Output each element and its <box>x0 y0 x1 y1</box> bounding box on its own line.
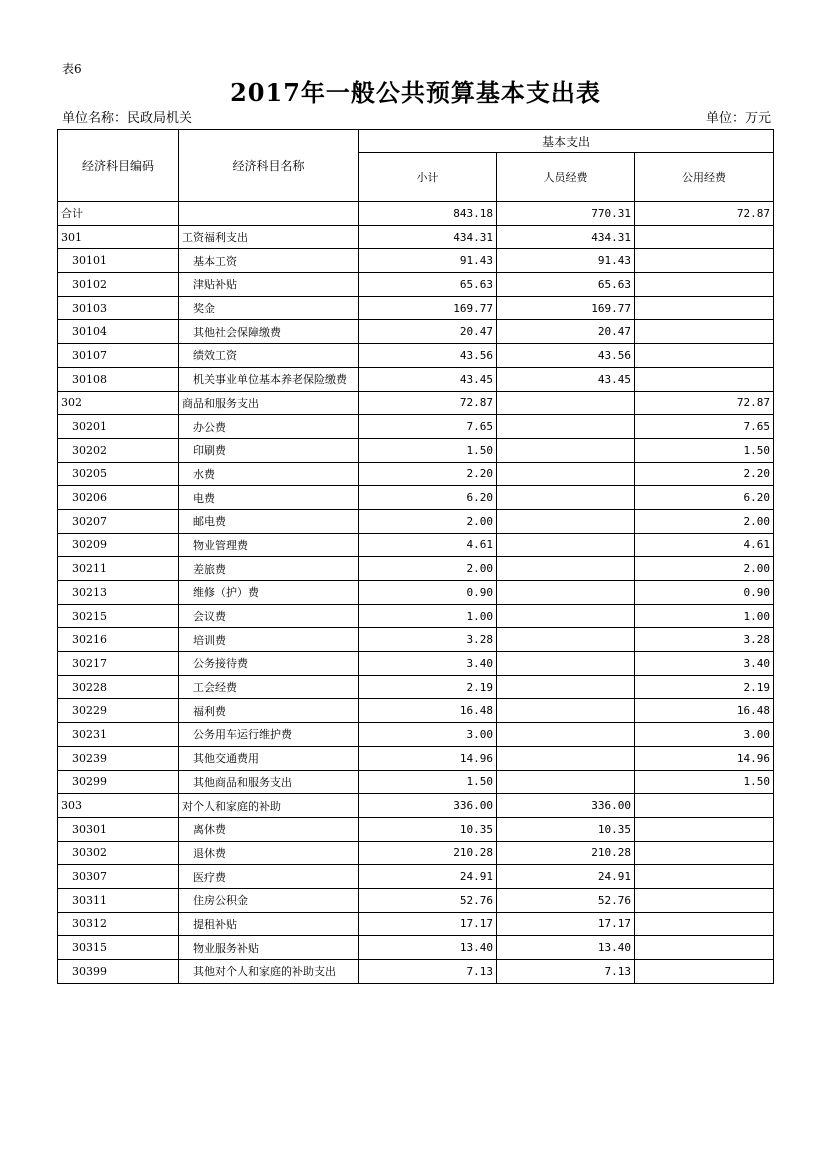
cell-code: 30213 <box>58 581 179 605</box>
cell-name: 其他商品和服务支出 <box>179 770 359 794</box>
table-row <box>58 438 774 462</box>
budget-table <box>57 129 774 984</box>
currency-unit: 单位：万元 <box>705 111 771 126</box>
cell-personnel <box>497 770 635 794</box>
cell-public: 2.20 <box>635 462 774 486</box>
cell-personnel <box>497 581 635 605</box>
table-row <box>58 415 774 439</box>
cell-subtotal: 7.13 <box>359 960 497 984</box>
table-row <box>58 817 774 841</box>
cell-subtotal: 17.17 <box>359 912 497 936</box>
cell-personnel: 20.47 <box>497 320 635 344</box>
cell-public: 7.65 <box>635 415 774 439</box>
table-row <box>58 581 774 605</box>
cell-public <box>635 367 774 391</box>
table-row <box>58 652 774 676</box>
cell-code: 30229 <box>58 699 179 723</box>
column-header-name: 经济科目名称 <box>179 130 359 202</box>
cell-personnel <box>497 652 635 676</box>
cell-personnel <box>497 746 635 770</box>
table-row <box>58 865 774 889</box>
cell-public: 1.00 <box>635 604 774 628</box>
cell-name: 其他社会保障缴费 <box>179 320 359 344</box>
cell-code: 30231 <box>58 723 179 747</box>
cell-code: 30211 <box>58 557 179 581</box>
cell-personnel <box>497 557 635 581</box>
cell-subtotal: 72.87 <box>359 391 497 415</box>
cell-personnel <box>497 438 635 462</box>
cell-code: 30315 <box>58 936 179 960</box>
cell-public: 0.90 <box>635 581 774 605</box>
cell-subtotal: 3.40 <box>359 652 497 676</box>
table-row <box>58 912 774 936</box>
cell-subtotal: 14.96 <box>359 746 497 770</box>
cell-code: 30216 <box>58 628 179 652</box>
cell-code: 30302 <box>58 841 179 865</box>
cell-public: 3.28 <box>635 628 774 652</box>
table-number: 表6 <box>62 62 82 76</box>
cell-personnel: 17.17 <box>497 912 635 936</box>
cell-code: 30239 <box>58 746 179 770</box>
cell-public: 1.50 <box>635 438 774 462</box>
table-row <box>58 273 774 297</box>
cell-code: 303 <box>58 794 179 818</box>
cell-public: 4.61 <box>635 533 774 557</box>
cell-name: 其他交通费用 <box>179 746 359 770</box>
cell-code: 30312 <box>58 912 179 936</box>
cell-code: 30104 <box>58 320 179 344</box>
cell-public: 1.50 <box>635 770 774 794</box>
cell-subtotal: 210.28 <box>359 841 497 865</box>
header-row-top <box>58 130 774 153</box>
cell-code: 301 <box>58 225 179 249</box>
cell-subtotal: 10.35 <box>359 817 497 841</box>
cell-public <box>635 225 774 249</box>
column-header-subtotal: 小计 <box>359 153 497 202</box>
cell-name <box>179 202 359 226</box>
cell-public: 3.00 <box>635 723 774 747</box>
cell-public <box>635 817 774 841</box>
cell-personnel <box>497 415 635 439</box>
cell-personnel <box>497 462 635 486</box>
cell-name: 办公费 <box>179 415 359 439</box>
table-row <box>58 296 774 320</box>
cell-subtotal: 52.76 <box>359 888 497 912</box>
table-row <box>58 936 774 960</box>
table-row <box>58 723 774 747</box>
cell-public <box>635 865 774 889</box>
table-row <box>58 888 774 912</box>
column-header-basic-expenditure: 基本支出 <box>359 130 774 153</box>
table-row <box>58 533 774 557</box>
cell-subtotal: 843.18 <box>359 202 497 226</box>
cell-public: 16.48 <box>635 699 774 723</box>
cell-name: 邮电费 <box>179 509 359 533</box>
table-row <box>58 462 774 486</box>
cell-public <box>635 794 774 818</box>
cell-code: 30102 <box>58 273 179 297</box>
cell-personnel: 13.40 <box>497 936 635 960</box>
cell-personnel: 10.35 <box>497 817 635 841</box>
cell-name: 公务用车运行维护费 <box>179 723 359 747</box>
cell-personnel: 336.00 <box>497 794 635 818</box>
column-header-personnel: 人员经费 <box>497 153 635 202</box>
cell-code: 30101 <box>58 249 179 273</box>
table-row <box>58 486 774 510</box>
cell-code: 30311 <box>58 888 179 912</box>
cell-personnel: 210.28 <box>497 841 635 865</box>
cell-name: 物业管理费 <box>179 533 359 557</box>
cell-personnel: 52.76 <box>497 888 635 912</box>
cell-name: 会议费 <box>179 604 359 628</box>
cell-public <box>635 320 774 344</box>
cell-subtotal: 1.50 <box>359 438 497 462</box>
cell-code: 30108 <box>58 367 179 391</box>
cell-public <box>635 344 774 368</box>
cell-personnel: 65.63 <box>497 273 635 297</box>
cell-public <box>635 912 774 936</box>
cell-subtotal: 7.65 <box>359 415 497 439</box>
cell-subtotal: 3.28 <box>359 628 497 652</box>
table-row <box>58 202 774 226</box>
cell-name: 奖金 <box>179 296 359 320</box>
table-row <box>58 367 774 391</box>
cell-personnel <box>497 509 635 533</box>
cell-personnel <box>497 486 635 510</box>
cell-name: 绩效工资 <box>179 344 359 368</box>
cell-name: 医疗费 <box>179 865 359 889</box>
cell-public <box>635 888 774 912</box>
unit-name: 单位名称：民政局机关 <box>62 111 193 126</box>
cell-personnel <box>497 699 635 723</box>
cell-personnel <box>497 723 635 747</box>
cell-public: 2.19 <box>635 675 774 699</box>
cell-public <box>635 296 774 320</box>
cell-personnel: 434.31 <box>497 225 635 249</box>
cell-name: 工资福利支出 <box>179 225 359 249</box>
cell-subtotal: 4.61 <box>359 533 497 557</box>
table-row <box>58 391 774 415</box>
cell-code: 30217 <box>58 652 179 676</box>
cell-name: 商品和服务支出 <box>179 391 359 415</box>
cell-code: 30215 <box>58 604 179 628</box>
cell-name: 公务接待费 <box>179 652 359 676</box>
table-row <box>58 794 774 818</box>
cell-subtotal: 43.56 <box>359 344 497 368</box>
cell-public: 72.87 <box>635 202 774 226</box>
cell-personnel <box>497 628 635 652</box>
cell-personnel: 43.45 <box>497 367 635 391</box>
column-header-code: 经济科目编码 <box>58 130 179 202</box>
cell-subtotal: 2.20 <box>359 462 497 486</box>
cell-name: 培训费 <box>179 628 359 652</box>
cell-name: 差旅费 <box>179 557 359 581</box>
table-row <box>58 628 774 652</box>
cell-code: 30307 <box>58 865 179 889</box>
cell-subtotal: 43.45 <box>359 367 497 391</box>
cell-name: 福利费 <box>179 699 359 723</box>
cell-subtotal: 2.00 <box>359 509 497 533</box>
cell-name: 维修（护）费 <box>179 581 359 605</box>
table-row <box>58 675 774 699</box>
cell-name: 住房公积金 <box>179 888 359 912</box>
cell-personnel <box>497 604 635 628</box>
cell-code: 30205 <box>58 462 179 486</box>
cell-public: 3.40 <box>635 652 774 676</box>
table-row <box>58 960 774 984</box>
cell-code: 30301 <box>58 817 179 841</box>
cell-code: 30299 <box>58 770 179 794</box>
cell-personnel: 7.13 <box>497 960 635 984</box>
cell-subtotal: 24.91 <box>359 865 497 889</box>
table-row <box>58 841 774 865</box>
table-row <box>58 699 774 723</box>
table-row <box>58 249 774 273</box>
cell-public: 2.00 <box>635 557 774 581</box>
cell-personnel: 91.43 <box>497 249 635 273</box>
cell-name: 机关事业单位基本养老保险缴费 <box>179 367 359 391</box>
cell-public <box>635 936 774 960</box>
cell-name: 水费 <box>179 462 359 486</box>
cell-subtotal: 13.40 <box>359 936 497 960</box>
cell-public <box>635 273 774 297</box>
column-header-public: 公用经费 <box>635 153 774 202</box>
table-row <box>58 344 774 368</box>
cell-personnel <box>497 533 635 557</box>
cell-code: 30228 <box>58 675 179 699</box>
cell-subtotal: 1.00 <box>359 604 497 628</box>
cell-subtotal: 1.50 <box>359 770 497 794</box>
cell-public <box>635 960 774 984</box>
table-row <box>58 225 774 249</box>
cell-personnel: 24.91 <box>497 865 635 889</box>
table-row <box>58 746 774 770</box>
cell-personnel <box>497 391 635 415</box>
cell-code: 30209 <box>58 533 179 557</box>
cell-subtotal: 434.31 <box>359 225 497 249</box>
table-row <box>58 509 774 533</box>
cell-subtotal: 336.00 <box>359 794 497 818</box>
cell-subtotal: 6.20 <box>359 486 497 510</box>
page-title: 2017年一般公共预算基本支出表 <box>230 78 601 107</box>
cell-subtotal: 3.00 <box>359 723 497 747</box>
cell-subtotal: 169.77 <box>359 296 497 320</box>
table-row <box>58 770 774 794</box>
cell-public: 6.20 <box>635 486 774 510</box>
table-row <box>58 557 774 581</box>
cell-public <box>635 841 774 865</box>
cell-name: 对个人和家庭的补助 <box>179 794 359 818</box>
cell-code: 30103 <box>58 296 179 320</box>
cell-subtotal: 0.90 <box>359 581 497 605</box>
cell-personnel <box>497 675 635 699</box>
cell-name: 提租补贴 <box>179 912 359 936</box>
cell-name: 物业服务补贴 <box>179 936 359 960</box>
cell-subtotal: 91.43 <box>359 249 497 273</box>
cell-public: 14.96 <box>635 746 774 770</box>
cell-code: 30206 <box>58 486 179 510</box>
cell-public: 2.00 <box>635 509 774 533</box>
cell-code: 合计 <box>58 202 179 226</box>
cell-personnel: 770.31 <box>497 202 635 226</box>
cell-code: 30107 <box>58 344 179 368</box>
table-row <box>58 320 774 344</box>
cell-name: 津贴补贴 <box>179 273 359 297</box>
cell-public: 72.87 <box>635 391 774 415</box>
cell-name: 其他对个人和家庭的补助支出 <box>179 960 359 984</box>
cell-code: 30202 <box>58 438 179 462</box>
cell-subtotal: 20.47 <box>359 320 497 344</box>
cell-subtotal: 16.48 <box>359 699 497 723</box>
cell-name: 电费 <box>179 486 359 510</box>
cell-code: 302 <box>58 391 179 415</box>
cell-subtotal: 2.00 <box>359 557 497 581</box>
cell-name: 基本工资 <box>179 249 359 273</box>
cell-name: 工会经费 <box>179 675 359 699</box>
cell-code: 30207 <box>58 509 179 533</box>
cell-code: 30399 <box>58 960 179 984</box>
cell-personnel: 43.56 <box>497 344 635 368</box>
table-row <box>58 604 774 628</box>
cell-code: 30201 <box>58 415 179 439</box>
cell-name: 退休费 <box>179 841 359 865</box>
cell-personnel: 169.77 <box>497 296 635 320</box>
cell-subtotal: 65.63 <box>359 273 497 297</box>
cell-name: 印刷费 <box>179 438 359 462</box>
cell-public <box>635 249 774 273</box>
cell-name: 离休费 <box>179 817 359 841</box>
table-body <box>58 202 774 984</box>
cell-subtotal: 2.19 <box>359 675 497 699</box>
